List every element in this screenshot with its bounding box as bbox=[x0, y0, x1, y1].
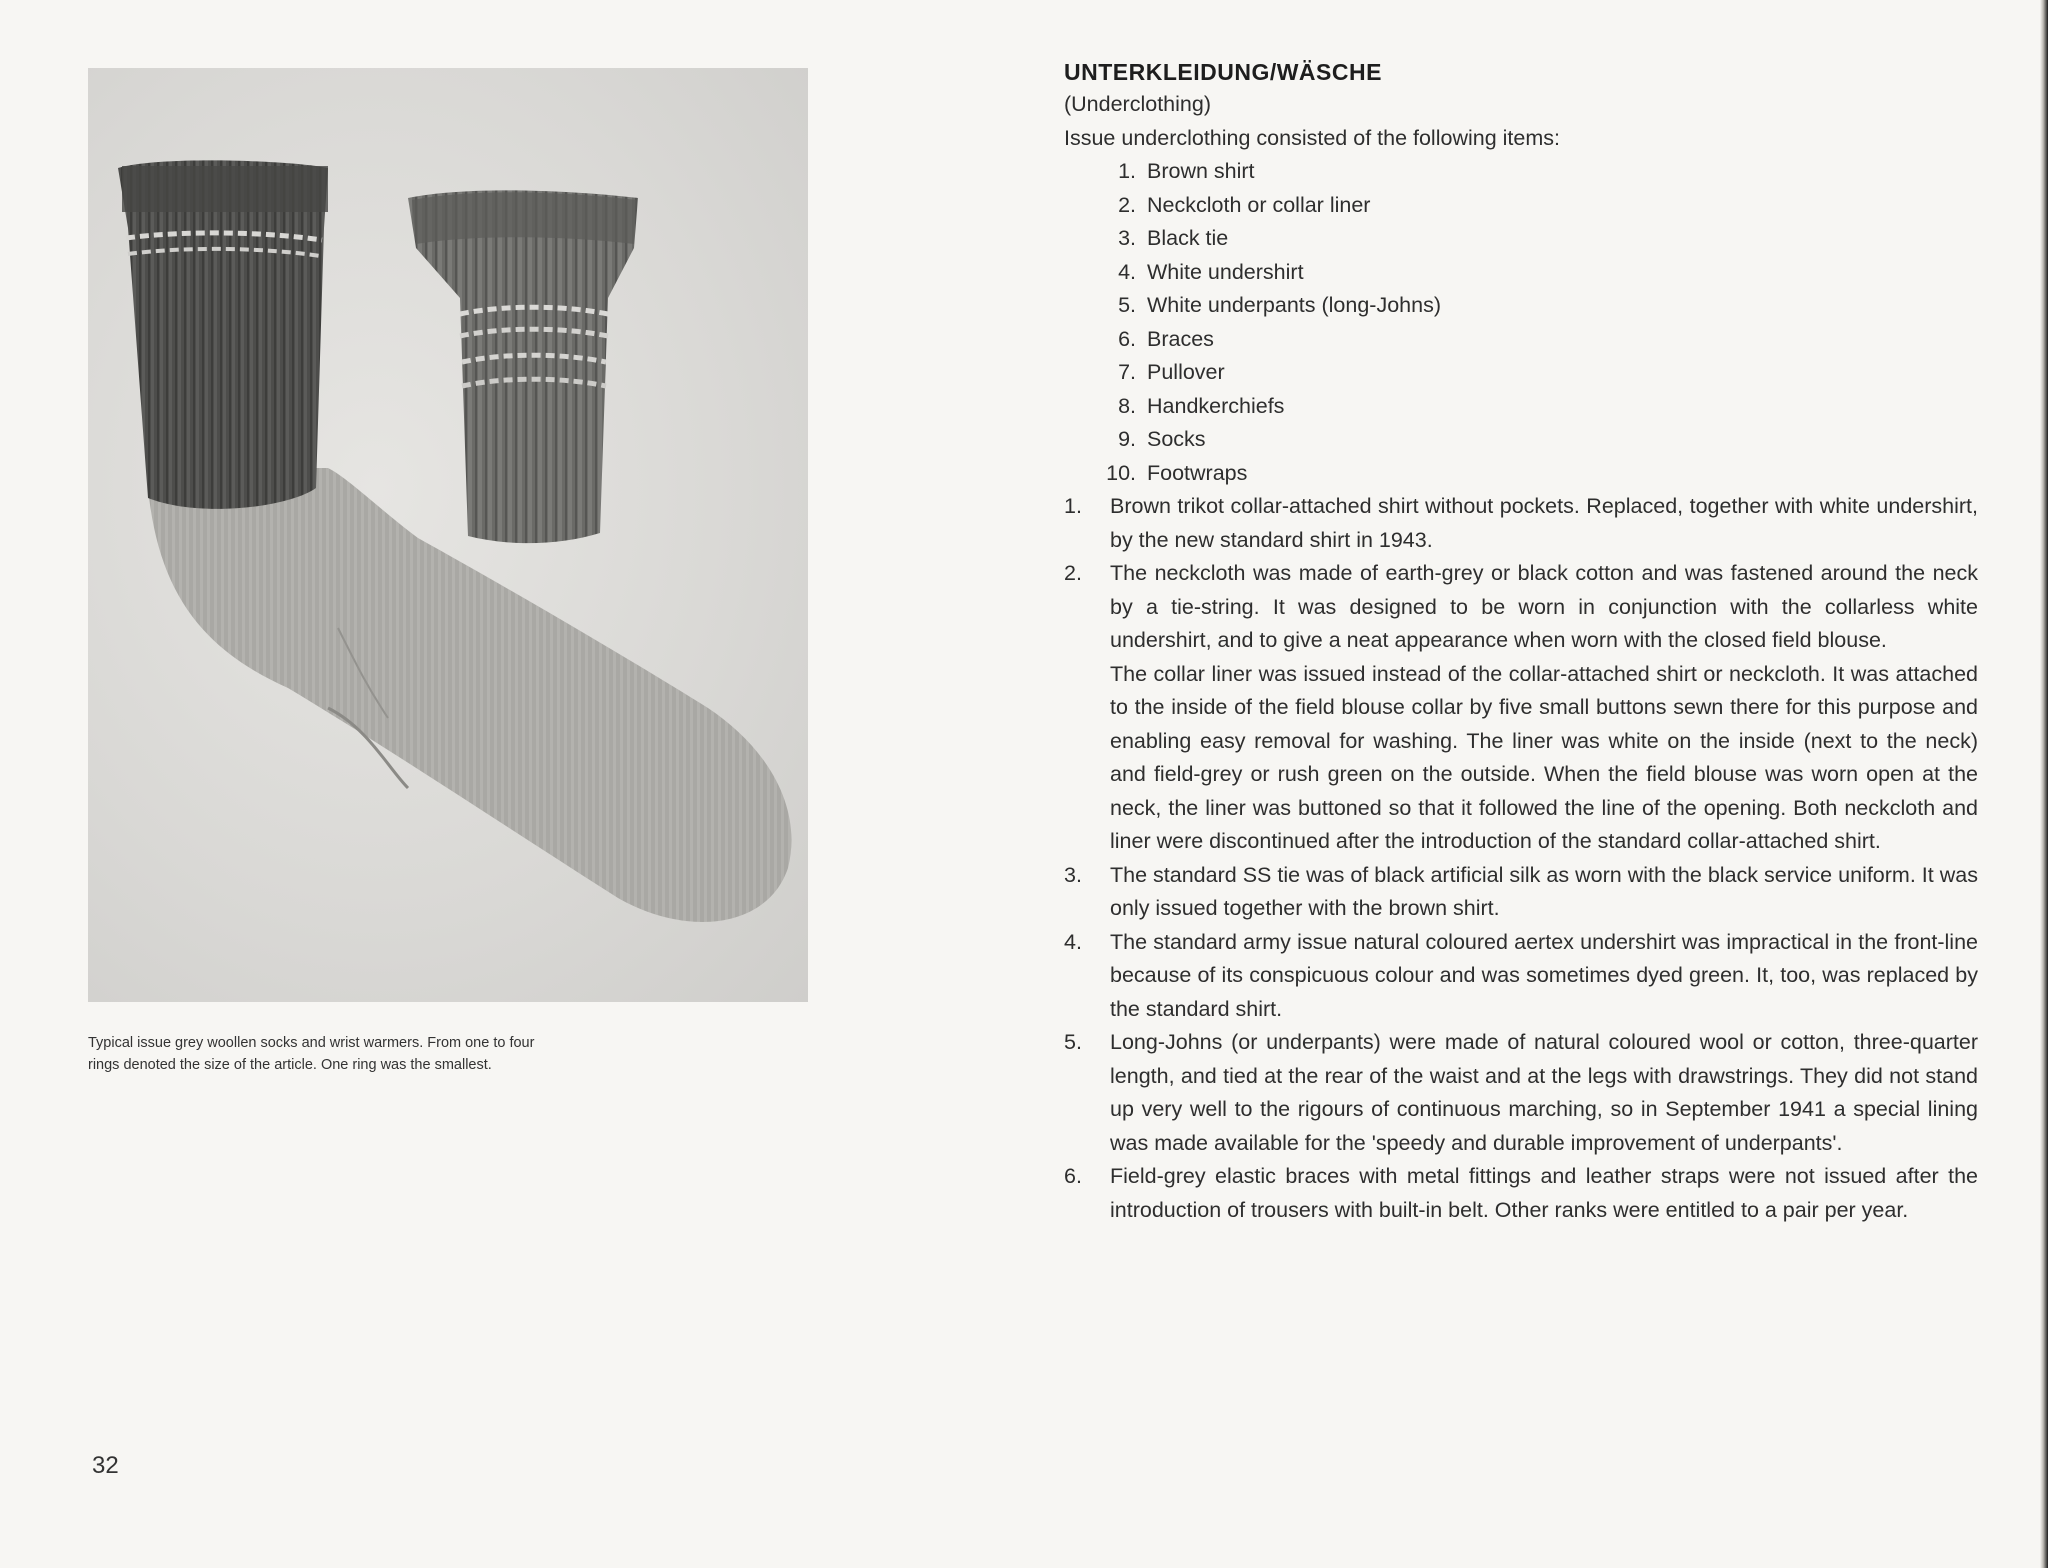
note-paragraph: The neckcloth was made of earth-grey or black cotton and was fastened around the neck by a tie-string. It was designed to be worn in conjunction with the collarless white undershirt, and to give a neat appearance when worn with the closed field blouse. bbox=[1110, 561, 1978, 652]
item-number: 1. bbox=[1118, 159, 1136, 183]
sock-leg bbox=[118, 160, 328, 508]
note-number: 3. bbox=[1064, 862, 1082, 887]
note-body bbox=[1110, 557, 1978, 859]
item-label: Handkerchiefs bbox=[1147, 393, 1285, 418]
item-number: 4. bbox=[1118, 259, 1136, 284]
woollen-socks-photo bbox=[88, 68, 808, 1002]
item-number: 8. bbox=[1118, 393, 1136, 418]
note-number: 6. bbox=[1064, 1164, 1082, 1188]
note-paragraph: The collar liner was issued instead of the collar-attached shirt or neckcloth. It was attached to the inside of the field blouse collar by five small buttons sewn there for this purpose and enabling easy removal for washing. The liner was white on the inside (next to the neck) and field-grey or rush green on the outside. When the field blouse was worn open at the neck, the liner was buttoned so that it followed the line of the opening. Both neckcloth and liner were discontinued after the introduction of the standard collar-attached shirt. bbox=[1110, 661, 1978, 853]
wrist-warmer bbox=[408, 190, 638, 543]
item-number: 2. bbox=[1118, 192, 1136, 217]
socks-illustration bbox=[88, 68, 808, 1002]
note-paragraph: Brown trikot collar-attached shirt without pockets. Replaced, together with white undershirt, by the new standard shirt in 1943. bbox=[1110, 494, 1978, 552]
note-body bbox=[1110, 1026, 1978, 1160]
item-number: 7. bbox=[1118, 360, 1136, 384]
note-paragraph: The standard SS tie was of black artificial silk as worn with the black service uniform. It was only issued together with the brown shirt. bbox=[1110, 862, 1978, 920]
note-item bbox=[1064, 490, 1978, 557]
section-heading: UNTERKLEIDUNG/WÄSCHE bbox=[1064, 59, 1382, 85]
caption-line: Typical issue grey woollen socks and wrist warmers. From one to four bbox=[88, 1035, 535, 1051]
page-gutter-edge bbox=[2040, 0, 2048, 1568]
note-item bbox=[1064, 557, 1978, 859]
item-number: 5. bbox=[1118, 293, 1136, 317]
item-number: 6. bbox=[1118, 326, 1136, 351]
item-label: White underpants (long-Johns) bbox=[1147, 293, 1441, 317]
caption-line: rings denoted the size of the article. One ring was the smallest. bbox=[88, 1057, 492, 1073]
item-label: Neckcloth or collar liner bbox=[1147, 192, 1371, 217]
note-number: 1. bbox=[1064, 494, 1082, 518]
intro-text: Issue underclothing consisted of the following items: bbox=[1064, 125, 1560, 150]
list-item bbox=[1064, 390, 1978, 424]
list-item bbox=[1064, 256, 1978, 290]
note-paragraph: Field-grey elastic braces with metal fittings and leather straps were not issued after the introduction of trousers with built-in belt. Other ranks were entitled to a pair per year. bbox=[1110, 1164, 1978, 1222]
note-item bbox=[1064, 926, 1978, 1027]
note-body bbox=[1110, 926, 1978, 1027]
item-label: Brown shirt bbox=[1147, 159, 1255, 183]
notes-list bbox=[1064, 490, 1978, 1227]
list-item bbox=[1064, 323, 1978, 357]
list-item bbox=[1064, 423, 1978, 457]
items-list bbox=[1064, 155, 1978, 490]
page-number: 32 bbox=[92, 1452, 119, 1479]
item-label: Braces bbox=[1147, 326, 1214, 351]
note-item bbox=[1064, 1160, 1978, 1227]
item-label: Pullover bbox=[1147, 360, 1225, 384]
item-label: Socks bbox=[1147, 427, 1206, 451]
list-item bbox=[1064, 155, 1978, 189]
note-number: 4. bbox=[1064, 929, 1082, 954]
item-number: 3. bbox=[1118, 226, 1136, 250]
text-column bbox=[1064, 56, 1978, 1227]
item-number: 10. bbox=[1106, 460, 1136, 485]
list-item bbox=[1064, 222, 1978, 256]
item-label: Black tie bbox=[1147, 226, 1229, 250]
item-label: Footwraps bbox=[1147, 460, 1248, 485]
list-item bbox=[1064, 457, 1978, 491]
list-item bbox=[1064, 289, 1978, 323]
note-paragraph: Long-Johns (or underpants) were made of natural coloured wool or cotton, three-quarter length, and tied at the rear of the waist and at the legs with drawstrings. They did not stand up very well to the rigours of continuous marching, so in September 1941 a special lining was made available for the 'speedy and durable improvement of underpants'. bbox=[1110, 1030, 1978, 1155]
note-item bbox=[1064, 1026, 1978, 1160]
note-body bbox=[1110, 1160, 1978, 1227]
item-label: White undershirt bbox=[1147, 259, 1304, 284]
note-number: 2. bbox=[1064, 561, 1082, 585]
note-paragraph: The standard army issue natural coloured aertex undershirt was impractical in the front-line because of its conspicuous colour and was sometimes dyed green. It, too, was replaced by the standard shirt. bbox=[1110, 929, 1978, 1021]
note-body bbox=[1110, 859, 1978, 926]
note-item bbox=[1064, 859, 1978, 926]
list-item bbox=[1064, 356, 1978, 390]
note-number: 5. bbox=[1064, 1030, 1082, 1054]
section-subheading: (Underclothing) bbox=[1064, 92, 1211, 116]
photo-caption bbox=[88, 1032, 848, 1076]
item-number: 9. bbox=[1118, 427, 1136, 451]
list-item bbox=[1064, 189, 1978, 223]
note-body bbox=[1110, 490, 1978, 557]
